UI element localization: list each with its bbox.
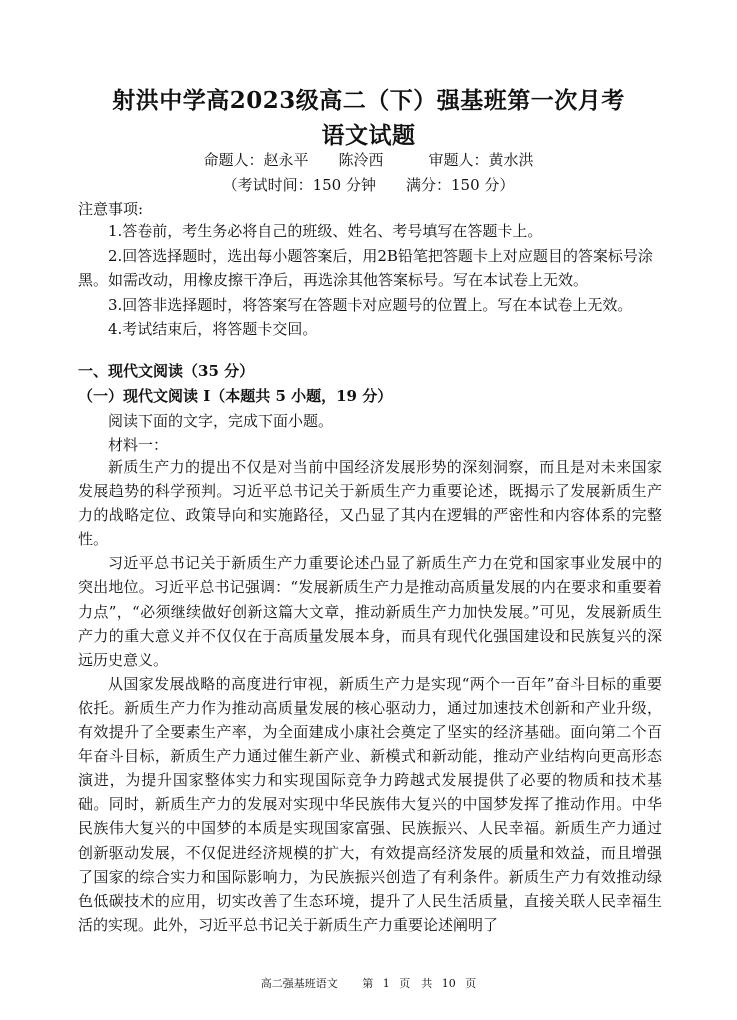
footer-total-pages: 10 xyxy=(441,977,456,990)
notice-item: 1.答卷前，考生务必将自己的班级、姓名、考号填写在答题卡上。 xyxy=(108,222,543,240)
exam-info: （考试时间：150 分钟 满分：150 分） xyxy=(222,176,515,194)
passage-paragraph: 从国家发展战略的高度进行审视，新质生产力是实现“两个一百年”奋斗目标的重要依托。新质生产力作为推动高质量发展的核心驱动力，通过加速技术创新和产业升级，有效提升了全要素生产率，为全面建成小康社会奠定了坚实的经济基础。面向第二个百年奋斗目标，新质生产力通过催生新产业、新模式和新动能，推动产业结构向更高形态演进，为提升国家整体实力和实现国际竞争力跨越式发展提供了必要的物质和技术基础。同时，新质生产力的发展对实现中华民族伟大复兴的中国梦发挥了推动作用。中华民族伟大复兴的中国梦的本质是实现国家富强、民族振兴、人民幸福。新质生产力通过创新驱动发展，不仅促进经济规模的扩大，有效提高经济发展的质量和效益，而且增强了国家的综合实力和国际影响力，为民族振兴创造了有利条件。新质生产力有效推动绿色低碳技术的应用，切实改善了生态环境，提升了人民生活质量，直接关联人民幸福生活的实现。此外，习近平总书记关于新质生产力重要论述阐明了 xyxy=(78,674,662,934)
exam-title: 射洪中学高2023级高二（下）强基班第一次月考 xyxy=(112,87,625,114)
reading-instruction: 阅读下面的文字，完成下面小题。 xyxy=(108,412,334,430)
passage-paragraph: 新质生产力的提出不仅是对当前中国经济发展形势的深刻洞察，而且是对未来国家发展趋势的科学预判。习近平总书记关于新质生产力重要论述，既揭示了发展新质生产力的战略定位、政策导向和实施路径，又凸显了其内在逻辑的严密性和内容体系的完整性。 xyxy=(78,458,662,549)
section-heading: 一、现代文阅读（35 分） xyxy=(78,362,255,380)
passage-paragraph: 习近平总书记关于新质生产力重要论述凸显了新质生产力在党和国家事业发展中的突出地位。习近平总书记强调：“发展新质生产力是推动高质量发展的内在要求和重要着力点”，“必须继续做好创新这篇大文章，推动新质生产力加快发展。”可见，发展新质生产力的重大意义并不仅仅在于高质量发展本身，而具有现代化强国建设和民族复兴的深远历史意义。 xyxy=(78,554,662,669)
notice-item: 3.回答非选择题时，将答案写在答题卡对应题号的位置上。写在本试卷上无效。 xyxy=(108,295,633,314)
notice-item: 2.回答选择题时，选出每小题答案后，用2B铅笔把答题卡上对应题目的答案标号涂黑。如需改动，用橡皮擦干净后，再选涂其他答案标号。写在本试卷上无效。 xyxy=(78,246,653,289)
section-subheading: （一）现代文阅读 I（本题共 5 小题，19 分） xyxy=(78,387,393,405)
notice-item: 4.考试结束后，将答题卡交回。 xyxy=(108,320,318,338)
authors-line: 命题人：赵永平 陈泠西 审题人：黄水洪 xyxy=(203,151,534,169)
material-label: 材料一： xyxy=(108,436,169,454)
footer-page-mid: 页 共 xyxy=(399,977,433,990)
footer-page-suffix: 页 xyxy=(465,977,477,990)
notice-heading: 注意事项: xyxy=(78,200,144,218)
footer-page-prefix: 第 xyxy=(362,977,374,990)
notice-list xyxy=(78,219,662,342)
reading-passage xyxy=(78,455,662,937)
exam-subject-title: 语文试题 xyxy=(321,122,416,149)
footer-subject: 高二强基班语文 xyxy=(260,977,338,990)
footer-page-number: 1 xyxy=(382,977,390,990)
page-footer xyxy=(0,975,737,991)
